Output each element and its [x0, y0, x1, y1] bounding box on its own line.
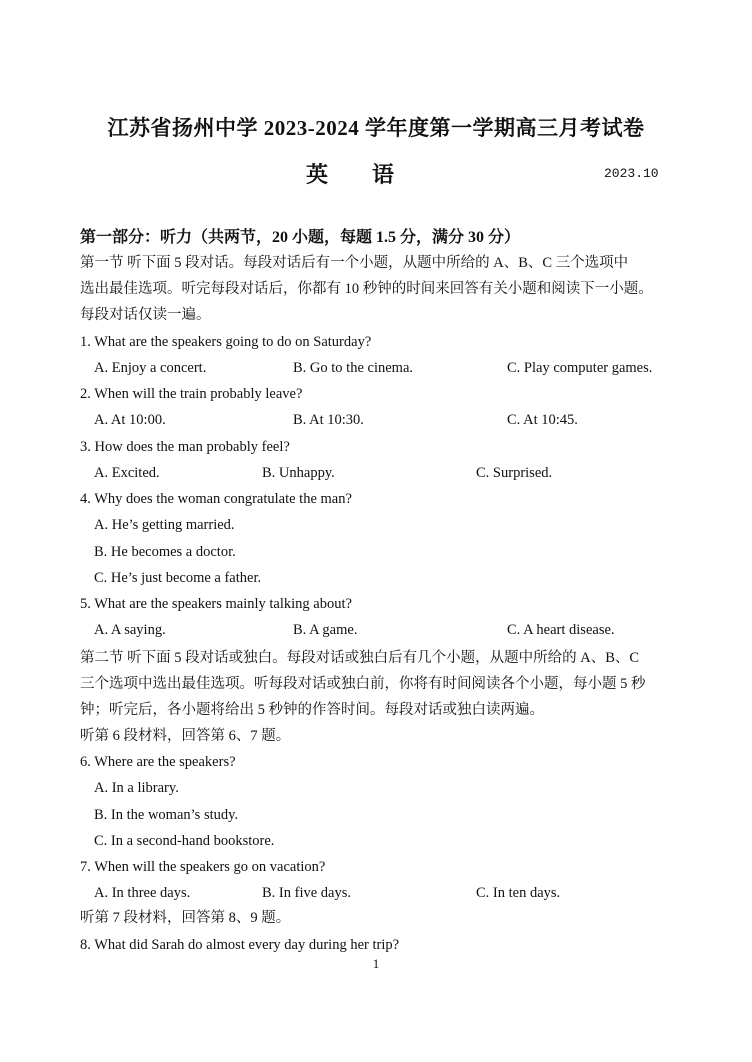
- part1-heading: 第一部分：听力（共两节，20 小题，每题 1.5 分，满分 30 分）: [80, 229, 521, 246]
- material-7-note: 听第 7 段材料，回答第 8、9 题。: [80, 910, 291, 926]
- q1-option-c: C. Play computer games.: [507, 360, 653, 376]
- question-6: 6. Where are the speakers?: [80, 754, 236, 770]
- instruction-line: 第一节 听下面 5 段对话。每段对话后有一个小题，从题中所给的 A、B、C 三个选项中: [80, 255, 629, 271]
- q2-option-a: A. At 10:00.: [94, 412, 166, 428]
- q7-option-c: C. In ten days.: [476, 885, 561, 901]
- q4-option-c: C. He’s just become a father.: [94, 570, 262, 586]
- instruction-line: 第二节 听下面 5 段对话或独白。每段对话或独白后有几个小题，从题中所给的 A、B、C: [80, 650, 640, 666]
- instruction-line: 三个选项中选出最佳选项。听每段对话或独白前，你将有时间阅读各个小题，每小题 5 秒: [80, 676, 646, 692]
- question-5: 5. What are the speakers mainly talking about?: [80, 596, 352, 612]
- q6-option-c: C. In a second-hand bookstore.: [94, 833, 275, 849]
- question-3: 3. How does the man probably feel?: [80, 439, 290, 455]
- q1-option-b: B. Go to the cinema.: [293, 360, 414, 376]
- question-1: 1. What are the speakers going to do on Saturday?: [80, 334, 372, 350]
- section1-instructions: [80, 250, 653, 328]
- question-7: 7. When will the speakers go on vacation?: [80, 859, 326, 875]
- q3-option-c: C. Surprised.: [476, 465, 553, 481]
- subject-label: 英语: [306, 162, 439, 187]
- q6-option-a: A. In a library.: [94, 780, 179, 796]
- exam-title: 江苏省扬州中学 2023-2024 学年度第一学期高三月考试卷: [107, 116, 645, 140]
- instruction-line: 每段对话仅读一遍。: [80, 307, 211, 323]
- exam-date: 2023.10: [604, 166, 659, 181]
- material-6-note: 听第 6 段材料，回答第 6、7 题。: [80, 728, 291, 744]
- q4-option-a: A. He’s getting married.: [94, 517, 235, 533]
- q4-option-b: B. He becomes a doctor.: [94, 544, 236, 560]
- q5-option-a: A. A saying.: [94, 622, 166, 638]
- q5-option-b: B. A game.: [293, 622, 358, 638]
- instruction-line: 选出最佳选项。听完每段对话后，你都有 10 秒钟的时间来回答有关小题和阅读下一小题。: [80, 281, 653, 297]
- q5-option-c: C. A heart disease.: [507, 622, 615, 638]
- q1-option-a: A. Enjoy a concert.: [94, 360, 207, 376]
- q7-option-a: A. In three days.: [94, 885, 191, 901]
- q3-option-b: B. Unhappy.: [262, 465, 335, 481]
- instruction-line: 钟；听完后，各小题将给出 5 秒钟的作答时间。每段对话或独白读两遍。: [80, 702, 544, 718]
- question-4: 4. Why does the woman congratulate the man?: [80, 491, 352, 507]
- q6-option-b: B. In the woman’s study.: [94, 807, 239, 823]
- question-8: 8. What did Sarah do almost every day during her trip?: [80, 937, 400, 953]
- page-number: 1: [372, 956, 380, 971]
- question-2: 2. When will the train probably leave?: [80, 386, 303, 402]
- q3-option-a: A. Excited.: [94, 465, 160, 481]
- section2-instructions: [80, 645, 646, 723]
- q2-option-c: C. At 10:45.: [507, 412, 578, 428]
- q2-option-b: B. At 10:30.: [293, 412, 364, 428]
- q7-option-b: B. In five days.: [262, 885, 351, 901]
